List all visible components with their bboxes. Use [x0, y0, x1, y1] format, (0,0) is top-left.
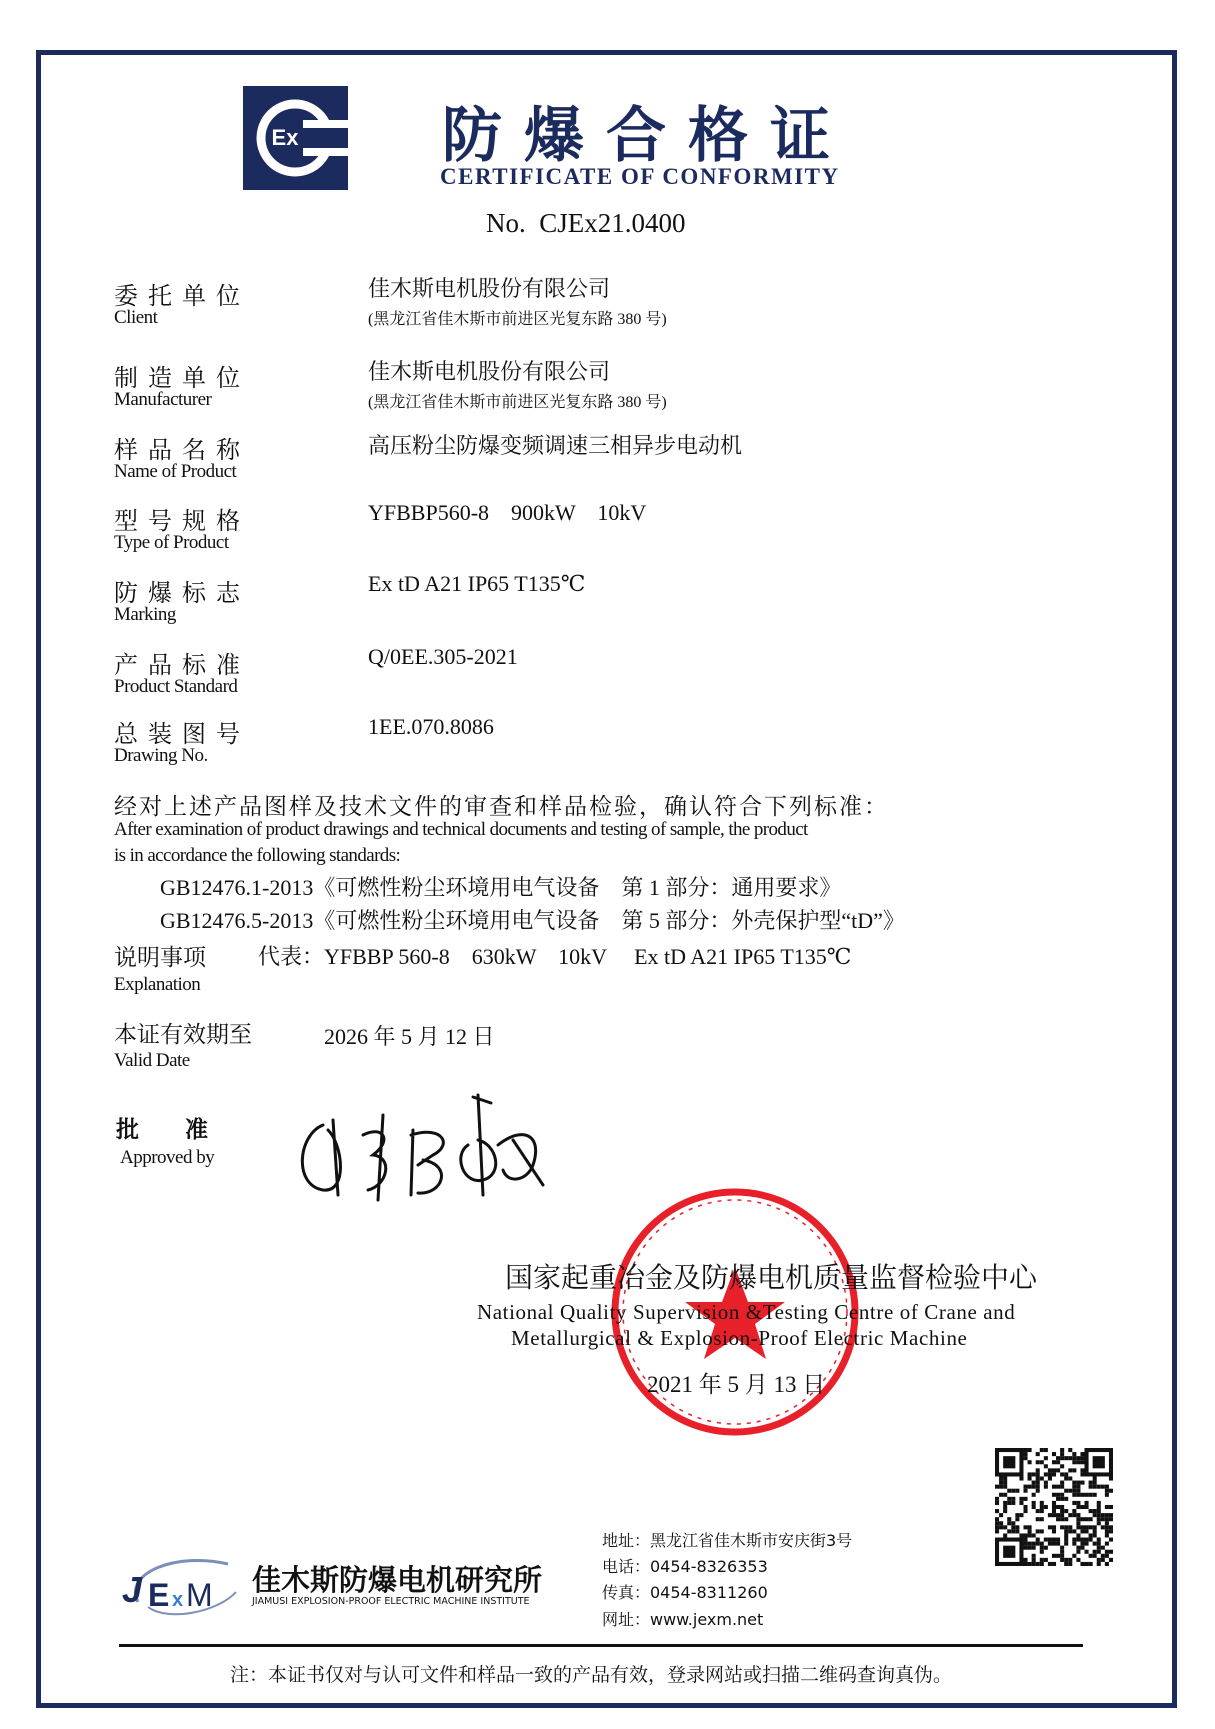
- issuer-name-en-2: Metallurgical & Explosion-Proof Electric Machine: [511, 1326, 968, 1350]
- footer-divider: [119, 1644, 1083, 1647]
- issue-date: 2021 年 5 月 13 日: [647, 1372, 826, 1397]
- svg-text:J: J: [122, 1569, 143, 1610]
- footer-note: 注：本证书仅对与认可文件和样品一致的产品有效，登录网站或扫描二维码查询真伪。: [230, 1664, 953, 1686]
- field-value: 佳木斯电机股份有限公司: [368, 359, 611, 384]
- valid-label-en: Valid Date: [114, 1050, 190, 1071]
- svg-text:Ex: Ex: [271, 125, 299, 150]
- signature: [293, 1085, 553, 1210]
- explanation-label-cn: 说明事项: [114, 945, 206, 970]
- statement-cn: 经对上述产品图样及技术文件的审查和样品检验，确认符合下列标准：: [114, 794, 889, 819]
- valid-date: 2026 年 5 月 12 日: [324, 1024, 495, 1049]
- field-label-cn: 总装图号: [114, 722, 250, 748]
- field-value: 高压粉尘防爆变频调速三相异步电动机: [368, 433, 743, 458]
- field-label-en: Marking: [114, 604, 176, 625]
- qr-code[interactable]: [995, 1448, 1113, 1566]
- field-label-en: Client: [114, 307, 158, 328]
- contact-address: 地址：黑龙江省佳木斯市安庆街3号: [602, 1531, 853, 1550]
- svg-text:M: M: [186, 1577, 213, 1613]
- contact-fax: 传真：0454-8311260: [602, 1583, 768, 1602]
- valid-label-cn: 本证有效期至: [114, 1022, 252, 1047]
- svg-text:E: E: [148, 1577, 170, 1613]
- institute-name-cn: 佳木斯防爆电机研究所: [252, 1563, 543, 1597]
- standard-item: GB12476.1-2013《可燃性粉尘环境用电气设备 第 1 部分：通用要求》: [160, 875, 842, 900]
- field-value: Q/0EE.305-2021: [368, 644, 518, 669]
- field-label-cn: 产品标准: [114, 653, 250, 679]
- ex-logo: [243, 86, 348, 190]
- field-value: YFBBP560-8 900kW 10kV: [368, 500, 647, 525]
- standard-item: GB12476.5-2013《可燃性粉尘环境用电气设备 第 5 部分：外壳保护型“tD”》: [160, 908, 905, 933]
- certificate-number: No. CJEx21.0400: [486, 208, 686, 238]
- statement-en-1: After examination of product drawings and technical documents and testing of sample, the product: [114, 819, 808, 840]
- jexm-logo: [118, 1552, 243, 1618]
- field-value: Ex tD A21 IP65 T135℃: [368, 571, 586, 596]
- field-label-en: Drawing No.: [114, 745, 208, 766]
- svg-text:x: x: [172, 1589, 184, 1611]
- approved-label-en: Approved by: [120, 1147, 215, 1168]
- field-label-en: Name of Product: [114, 461, 237, 482]
- field-label-cn: 制造单位: [114, 366, 250, 392]
- issuer-name-en-1: National Quality Supervision &Testing Centre of Crane and: [477, 1300, 1016, 1324]
- institute-name-en: JIAMUSI EXPLOSION-PROOF ELECTRIC MACHINE INSTITUTE: [252, 1596, 530, 1607]
- statement-en-2: is in accordance the following standards:: [114, 845, 401, 866]
- field-label-cn: 型号规格: [114, 509, 250, 535]
- field-label-cn: 委托单位: [114, 284, 250, 310]
- contact-website[interactable]: 网址：www.jexm.net: [602, 1610, 764, 1629]
- field-value: 佳木斯电机股份有限公司: [368, 276, 611, 301]
- explanation-label-en: Explanation: [114, 974, 201, 995]
- field-label-en: Type of Product: [114, 532, 229, 553]
- approved-label-cn: 批 准: [116, 1117, 208, 1142]
- issuer-name-cn: 国家起重冶金及防爆电机质量监督检验中心: [505, 1263, 1038, 1294]
- field-label-cn: 防爆标志: [114, 581, 250, 607]
- field-sub: (黑龙江省佳木斯市前进区光复东路 380 号): [368, 394, 667, 411]
- field-value: 1EE.070.8086: [368, 714, 494, 739]
- field-label-cn: 样品名称: [114, 438, 250, 464]
- field-sub: (黑龙江省佳木斯市前进区光复东路 380 号): [368, 311, 667, 328]
- contact-phone: 电话：0454-8326353: [602, 1557, 768, 1576]
- title-cn: 防爆合格证: [442, 103, 852, 169]
- title-en: CERTIFICATE OF CONFORMITY: [440, 164, 840, 189]
- explanation-value: 代表：YFBBP 560-8 630kW 10kV Ex tD A21 IP65 T135℃: [258, 944, 852, 969]
- field-label-en: Manufacturer: [114, 389, 212, 410]
- field-label-en: Product Standard: [114, 676, 238, 697]
